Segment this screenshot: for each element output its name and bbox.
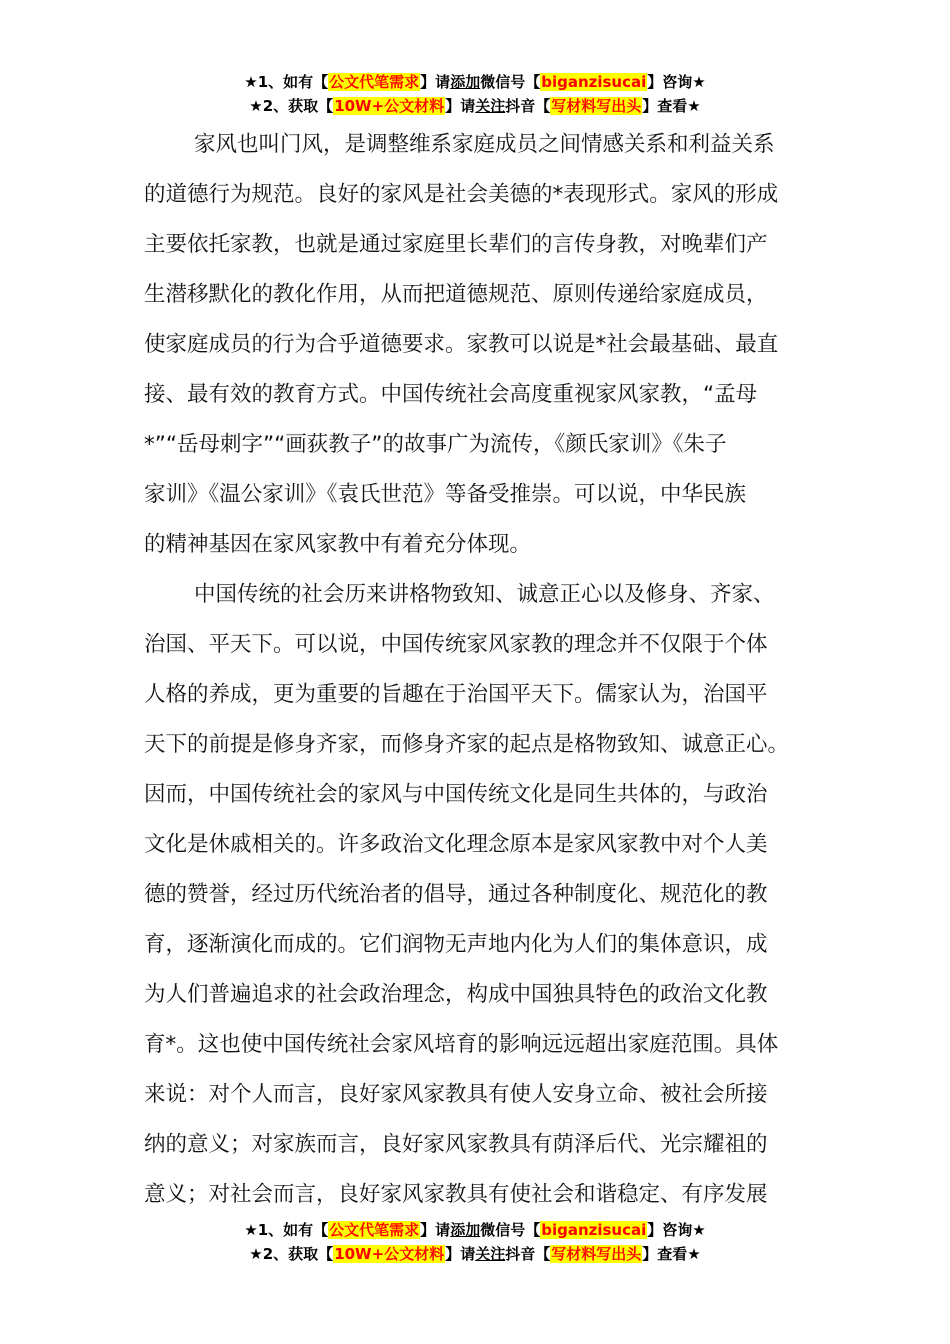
banner-highlight: 写材料写出头 [551,97,642,115]
text-line: 育*。这也使中国传统社会家风培育的影响远远超出家庭范围。具体 [144,1032,779,1057]
text-line: 因而，中国传统社会的家风与中国传统文化是同生共体的，与政治 [144,782,768,807]
banner-text: 】请 [420,1221,451,1239]
banner-text: 抖音【 [505,1245,551,1263]
text-line: 主要依托家教，也就是通过家庭里长辈们的言传身教，对晚辈们产 [144,232,768,257]
text-line: 德的赞誉，经过历代统治者的倡导，通过各种制度化、规范化的教 [144,882,768,907]
banner-text: 】请 [445,97,476,115]
footer-banner [0,1218,950,1266]
paragraph-2 [144,570,806,1220]
banner-text: 】查看★ [642,97,701,115]
banner-underlined: 关注 [475,97,506,115]
banner-text: ★1、如有【 [244,73,329,91]
text-line: 中国传统的社会历来讲格物致知、诚意正心以及修身、齐家、 [194,582,775,607]
banner-underlined: 添加 [450,1221,481,1239]
banner-text: ★2、获取【 [249,1245,334,1263]
banner-highlight: biganzisucai [541,73,647,91]
text-line: 人格的养成，更为重要的旨趣在于治国平天下。儒家认为，治国平 [144,682,768,707]
text-line: 的精神基因在家风家教中有着充分体现。 [144,532,532,557]
banner-text: 微信号【 [480,73,541,91]
header-banner [0,70,950,118]
banner-text: 抖音【 [505,97,551,115]
text-line: 为人们普遍追求的社会政治理念，构成中国独具特色的政治文化教 [144,982,768,1007]
banner-text: 】查看★ [642,1245,701,1263]
text-line: 生潜移默化的教化作用，从而把道德规范、原则传递给家庭成员， [144,282,768,307]
text-line: 家训》《温公家训》《袁氏世范》等备受推崇。可以说，中华民族 [144,482,747,507]
text-line: 治国、平天下。可以说，中国传统家风家教的理念并不仅限于个体 [144,632,768,657]
paragraph-1 [144,120,806,570]
banner-highlight: 10W+公文材料 [334,97,445,115]
banner-text: 】请 [420,73,451,91]
banner-line-1 [0,1218,950,1242]
text-line: 文化是休戚相关的。许多政治文化理念原本是家风家教中对个人美 [144,832,768,857]
banner-line-2 [0,94,950,118]
text-line: 的道德行为规范。良好的家风是社会美德的*表现形式。家风的形成 [144,182,779,207]
banner-highlight: 公文代笔需求 [329,1221,420,1239]
banner-underlined: 添加 [450,73,481,91]
text-line: 意义；对社会而言，良好家风家教具有使社会和谐稳定、有序发展 [144,1182,768,1207]
banner-text: 】咨询★ [647,73,706,91]
banner-text: ★1、如有【 [244,1221,329,1239]
banner-underlined: 关注 [475,1245,506,1263]
text-line: 使家庭成员的行为合乎道德要求。家教可以说是*社会最基础、最直 [144,332,779,357]
banner-highlight: 公文代笔需求 [329,73,420,91]
text-line: 来说：对个人而言，良好家风家教具有使人安身立命、被社会所接 [144,1082,768,1107]
text-line: *”“岳母刺字”“画荻教子”的故事广为流传，《颜氏家训》《朱子 [144,432,727,457]
text-line: 家风也叫门风，是调整维系家庭成员之间情感关系和利益关系 [194,132,775,157]
banner-highlight: biganzisucai [541,1221,647,1239]
banner-highlight: 10W+公文材料 [334,1245,445,1263]
banner-line-2 [0,1242,950,1266]
banner-text: 微信号【 [480,1221,541,1239]
text-line: 育，逐渐演化而成的。它们润物无声地内化为人们的集体意识，成 [144,932,768,957]
banner-text: ★2、获取【 [249,97,334,115]
text-line: 天下的前提是修身齐家，而修身齐家的起点是格物致知、诚意正心。 [144,732,790,757]
banner-text: 】请 [445,1245,476,1263]
banner-text: 】咨询★ [647,1221,706,1239]
banner-line-1 [0,70,950,94]
document-body [144,120,806,1220]
banner-highlight: 写材料写出头 [551,1245,642,1263]
text-line: 接、最有效的教育方式。中国传统社会高度重视家风家教，“孟母 [144,382,758,407]
text-line: 纳的意义；对家族而言，良好家风家教具有荫泽后代、光宗耀祖的 [144,1132,768,1157]
